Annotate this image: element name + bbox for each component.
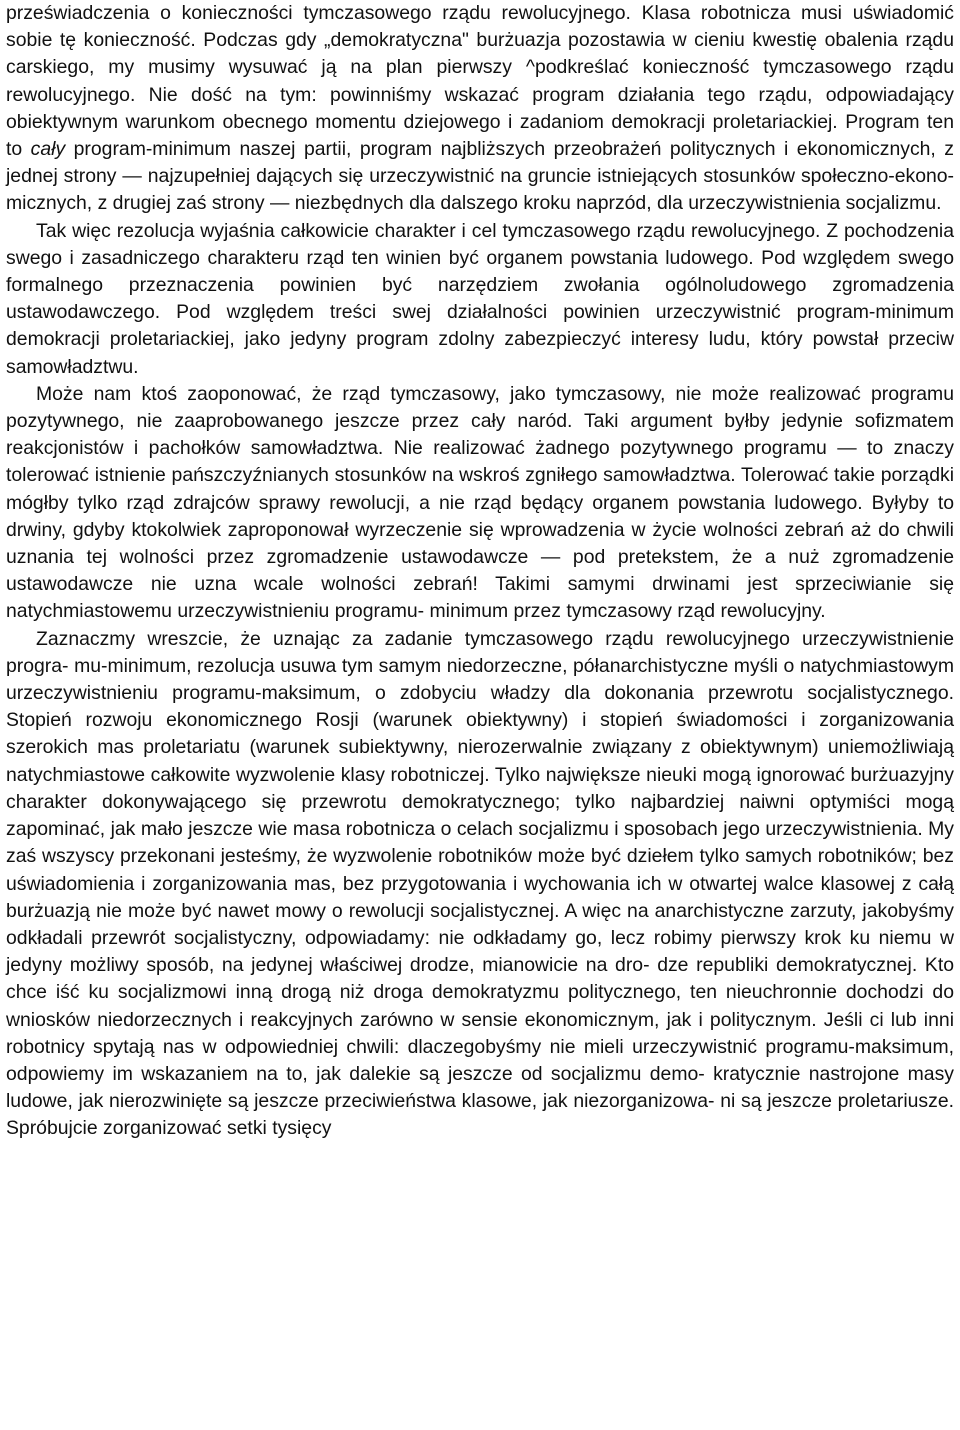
paragraph-4 [6,626,954,1143]
paragraph-3-run-1: Może nam ktoś zaoponować, że rząd tymczasowy, jako tymczasowy, nie może realizować programu pozytywnego, nie zaaprobowanego jeszcze przez cały naród. Taki argument byłby jedynie sofizmatem reakcjonistów i pachołków samowładztwa. Nie realizować żadnego pozytywnego programu — to znaczy tolerować istnienie pańszczyźnianych stosunków na wskroś zgniłego samowładztwa. Tolerować takie porządki mógłby tylko rząd zdrajców sprawy rewolucji, a nie rząd będący organem powstania ludowego. Byłyby to drwiny, gdyby ktokolwiek zaproponował wyrzeczenie się wprowadzenia w życie wolności zebrań aż do chwili uznania tej wolności przez zgromadzenie ustawodawcze — pod pretekstem, że a nuż zgromadzenie ustawodawcze nie uzna wcale wolności zebrań! Takimi samymi drwinami jest sprzeciwianie się natychmiastowemu urzeczywistnieniu programu- minimum przez tymczasowy rząd rewolucyjny. [6,382,954,623]
paragraph-1-run-1: przeświadczenia o konieczności tymczasowego rządu rewolucyjnego. Klasa robotnicza musi uświadomić sobie tę konieczność. Podczas gdy „demokratyczna" burżuazja pozostawia w cieniu kwestię obalenia rządu carskiego, my musimy wysuwać ją na plan pierwszy ^podkreślać konieczność tymczasowego rządu rewolucyjnego. Nie dość na tym: powinniśmy wskazać program działania tego rządu, odpowiadający obiektywnym warunkom obecnego momentu dziejowego i zadaniom demokracji proletariackiej. Program ten to [6,2,954,161]
paragraph-1-run-3: program-minimum naszej partii, program najbliższych przeobrażeń politycznych i ekonomicznych, z jednej strony — najzupełniej dających się urzeczywistnić na gruncie istniejących stosunków społeczno-ekono- micznych, z drugiej zaś strony — niezbędnych dla dalszego kroku naprzód, dla urzeczywistnienia socjalizmu. [6,138,955,215]
paragraph-4-run-1: Zaznaczmy wreszcie, że uznając za zadanie tymczasowego rządu rewolucyjnego urzeczywistnienie progra- mu-minimum, rezolucja usuwa tym samym niedorzeczne, półanarchistyczne myśli o natychmiastowym urzeczywistnieniu programu-maksimum, o zdobyciu władzy dla dokonania przewrotu socjalistycznego. Stopień rozwoju ekonomicznego Rosji (warunek obiektywny) i stopień świadomości i zorganizowania szerokich mas proletariatu (warunek subiektywny, nierozerwalnie związany z obiektywnym) uniemożliwiają natychmiastowe całkowite wyzwolenie klasy robotniczej. Tylko największe nieuki mogą ignorować burżuazyjny charakter dokonywającego się przewrotu demokratycznego; tylko najbardziej naiwni optymiści mogą zapominać, jak mało jeszcze wie masa robotnicza o celach socjalizmu i sposobach jego urzeczywistnienia. My zaś wszyscy przekonani jesteśmy, że wyzwolenie robotników może być dziełem tylko samych robotników; bez uświadomienia i zorganizowania mas, bez przygotowania i wychowania ich w otwartej walce klasowej z całą burżuazją nie może być nawet mowy o rewolucji socjalistycznej. A więc na anarchistyczne zarzuty, jakobyśmy odkładali przewrót socjalistyczny, odpowiadamy: nie odkładamy go, lecz robimy pierwszy krok ku niemu w jedyny możliwy sposób, na jedynej właściwej drodze, mianowicie na dro- dze republiki demokratycznej. Kto chce iść ku socjalizmowi inną drogą niż droga demokratyzmu politycznego, ten nieuchronnie dochodzi do wniosków niedorzecznych i reakcyjnych zarówno w sensie ekonomicznym, jak i politycznym. Jeśli ci lub inni robotnicy spytają nas w odpowiedniej chwili: dlaczegobyśmy nie mieli urzeczywistnić programu-maksimum, odpowiemy im wskazaniem na to, jak dalekie są jeszcze od socjalizmu demo- kratycznie nastrojone masy ludowe, jak nierozwinięte są jeszcze przeciwieństwa klasowe, jak niezorganizowa- ni są jeszcze proletariusze. Spróbujcie zorganizować setki tysięcy [6,627,954,1140]
paragraph-1-run-2-italic: cały [30,138,66,161]
paragraph-2-run-1: Tak więc rezolucja wyjaśnia całkowicie charakter i cel tymczasowego rządu rewolucyjnego. Z pochodzenia swego i zasadniczego charakteru rząd ten winien być organem powstania ludowego. Pod względem swego formalnego przeznaczenia powinien być narzędziem zwołania ogólnoludowego zgromadzenia ustawodawczego. Pod względem treści swej działalności powinien urzeczywistnić program-minimum demokracji proletariackiej, jako jedyny program zdolny zabezpieczyć interesy ludu, który powstał przeciw samowładztwu. [6,219,954,378]
paragraph-1 [6,0,954,218]
paragraph-3 [6,381,954,626]
paragraph-2 [6,218,954,381]
